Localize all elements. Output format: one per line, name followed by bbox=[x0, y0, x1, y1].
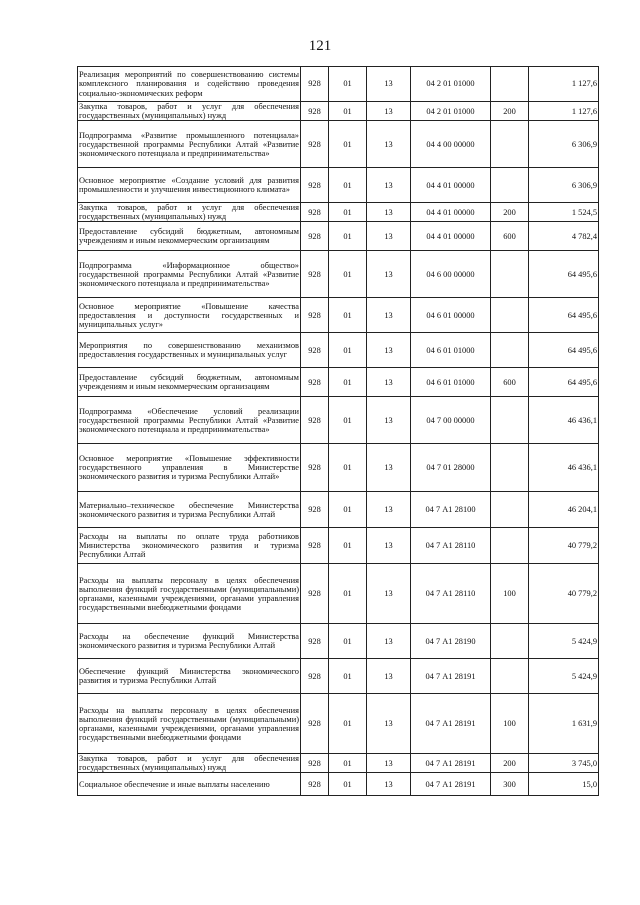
row-section: 01 bbox=[329, 121, 367, 168]
row-amount: 6 306,9 bbox=[529, 121, 599, 168]
row-code: 928 bbox=[301, 368, 329, 397]
row-csr: 04 7 А1 28110 bbox=[411, 564, 491, 624]
row-vr: 200 bbox=[491, 203, 529, 222]
row-name: Основное мероприятие «Повышение эффективности государственного управления в Министерстве экономического развития и туризма Республики Алтай» bbox=[78, 444, 301, 492]
row-name: Обеспечение функций Министерства экономического развития и туризма Республики Алтай bbox=[78, 659, 301, 694]
row-amount: 46 204,1 bbox=[529, 492, 599, 528]
row-subsection: 13 bbox=[367, 251, 411, 298]
page-number: 121 bbox=[308, 38, 332, 54]
table-row bbox=[78, 67, 599, 102]
row-code: 928 bbox=[301, 528, 329, 564]
row-section: 01 bbox=[329, 168, 367, 203]
row-subsection: 13 bbox=[367, 333, 411, 368]
row-vr: 300 bbox=[491, 773, 529, 796]
row-amount: 1 127,6 bbox=[529, 102, 599, 121]
row-subsection: 13 bbox=[367, 773, 411, 796]
row-vr bbox=[491, 333, 529, 368]
row-section: 01 bbox=[329, 624, 367, 659]
row-amount: 3 745,0 bbox=[529, 754, 599, 773]
row-code: 928 bbox=[301, 624, 329, 659]
row-subsection: 13 bbox=[367, 168, 411, 203]
row-csr: 04 6 00 00000 bbox=[411, 251, 491, 298]
row-csr: 04 7 А1 28190 bbox=[411, 624, 491, 659]
row-subsection: 13 bbox=[367, 659, 411, 694]
row-section: 01 bbox=[329, 564, 367, 624]
row-section: 01 bbox=[329, 773, 367, 796]
row-csr: 04 7 А1 28191 bbox=[411, 754, 491, 773]
row-vr: 200 bbox=[491, 102, 529, 121]
row-name: Подпрограмма «Информационное общество» государственной программы Республики Алтай «Развитие экономического потенциала и предпринимательства» bbox=[78, 251, 301, 298]
row-subsection: 13 bbox=[367, 298, 411, 333]
row-name: Материально–техническое обеспечение Министерства экономического развития и туризма Республики Алтай bbox=[78, 492, 301, 528]
row-code: 928 bbox=[301, 102, 329, 121]
row-section: 01 bbox=[329, 492, 367, 528]
row-name: Расходы на выплаты по оплате труда работников Министерства экономического развития и туризма Республики Алтай bbox=[78, 528, 301, 564]
row-csr: 04 7 А1 28191 bbox=[411, 659, 491, 694]
row-code: 928 bbox=[301, 397, 329, 444]
row-subsection: 13 bbox=[367, 203, 411, 222]
table-row bbox=[78, 444, 599, 492]
row-csr: 04 4 01 00000 bbox=[411, 222, 491, 251]
table-row bbox=[78, 222, 599, 251]
row-amount: 64 495,6 bbox=[529, 368, 599, 397]
row-name: Социальное обеспечение и иные выплаты населению bbox=[78, 773, 301, 796]
table-row bbox=[78, 203, 599, 222]
row-csr: 04 7 А1 28110 bbox=[411, 528, 491, 564]
row-csr: 04 7 01 28000 bbox=[411, 444, 491, 492]
row-vr bbox=[491, 492, 529, 528]
row-code: 928 bbox=[301, 694, 329, 754]
table-row bbox=[78, 102, 599, 121]
row-amount: 1 524,5 bbox=[529, 203, 599, 222]
row-vr: 600 bbox=[491, 368, 529, 397]
row-section: 01 bbox=[329, 694, 367, 754]
row-code: 928 bbox=[301, 203, 329, 222]
row-amount: 64 495,6 bbox=[529, 251, 599, 298]
row-section: 01 bbox=[329, 203, 367, 222]
row-vr bbox=[491, 624, 529, 659]
row-amount: 1 127,6 bbox=[529, 67, 599, 102]
row-csr: 04 7 А1 28191 bbox=[411, 773, 491, 796]
row-amount: 4 782,4 bbox=[529, 222, 599, 251]
row-vr bbox=[491, 67, 529, 102]
row-csr: 04 4 01 00000 bbox=[411, 203, 491, 222]
row-section: 01 bbox=[329, 528, 367, 564]
row-vr: 100 bbox=[491, 564, 529, 624]
row-vr bbox=[491, 397, 529, 444]
row-name: Предоставление субсидий бюджетным, автономным учреждениям и иным некоммерческим организациям bbox=[78, 222, 301, 251]
row-csr: 04 2 01 01000 bbox=[411, 102, 491, 121]
row-amount: 6 306,9 bbox=[529, 168, 599, 203]
table-row bbox=[78, 694, 599, 754]
row-amount: 64 495,6 bbox=[529, 298, 599, 333]
row-section: 01 bbox=[329, 298, 367, 333]
table-row bbox=[78, 528, 599, 564]
row-vr bbox=[491, 298, 529, 333]
row-name: Расходы на выплаты персоналу в целях обеспечения выполнения функций государственными (муниципальными) органами, казенными учреждениями, органами управления государственными внебюджетными фондами bbox=[78, 564, 301, 624]
row-code: 928 bbox=[301, 444, 329, 492]
row-section: 01 bbox=[329, 368, 367, 397]
row-csr: 04 7 А1 28191 bbox=[411, 694, 491, 754]
row-subsection: 13 bbox=[367, 624, 411, 659]
row-csr: 04 4 01 00000 bbox=[411, 168, 491, 203]
row-name: Закупка товаров, работ и услуг для обеспечения государственных (муниципальных) нужд bbox=[79, 754, 299, 773]
row-csr: 04 6 01 00000 bbox=[411, 298, 491, 333]
row-csr: 04 2 01 01000 bbox=[411, 67, 491, 102]
row-code: 928 bbox=[301, 67, 329, 102]
table-row bbox=[78, 368, 599, 397]
table-row bbox=[78, 754, 599, 773]
row-section: 01 bbox=[329, 222, 367, 251]
row-vr bbox=[491, 121, 529, 168]
row-vr bbox=[491, 168, 529, 203]
row-code: 928 bbox=[301, 168, 329, 203]
row-subsection: 13 bbox=[367, 102, 411, 121]
row-name: Подпрограмма «Обеспечение условий реализации государственной программы Республики Алтай «Развитие экономического потенциала и предпринимательства» bbox=[78, 397, 301, 444]
row-subsection: 13 bbox=[367, 694, 411, 754]
row-csr: 04 4 00 00000 bbox=[411, 121, 491, 168]
row-subsection: 13 bbox=[367, 444, 411, 492]
row-code: 928 bbox=[301, 298, 329, 333]
row-section: 01 bbox=[329, 397, 367, 444]
row-name: Закупка товаров, работ и услуг для обеспечения государственных (муниципальных) нужд bbox=[79, 102, 299, 121]
row-amount: 46 436,1 bbox=[529, 444, 599, 492]
row-name: Реализация мероприятий по совершенствованию системы комплексного планирования и содействию проведения социально-экономических реформ bbox=[78, 67, 301, 102]
row-subsection: 13 bbox=[367, 397, 411, 444]
row-amount: 15,0 bbox=[529, 773, 599, 796]
row-csr: 04 7 А1 28100 bbox=[411, 492, 491, 528]
table-row bbox=[78, 492, 599, 528]
row-code: 928 bbox=[301, 222, 329, 251]
row-section: 01 bbox=[329, 754, 367, 773]
row-amount: 40 779,2 bbox=[529, 528, 599, 564]
row-name: Предоставление субсидий бюджетным, автономным учреждениям и иным некоммерческим организациям bbox=[78, 368, 301, 397]
row-amount: 40 779,2 bbox=[529, 564, 599, 624]
row-code: 928 bbox=[301, 659, 329, 694]
table-row bbox=[78, 564, 599, 624]
row-code: 928 bbox=[301, 333, 329, 368]
table-row bbox=[78, 624, 599, 659]
row-name: Расходы на обеспечение функций Министерства экономического развития и туризма Республики Алтай bbox=[78, 624, 301, 659]
row-section: 01 bbox=[329, 444, 367, 492]
table-row bbox=[78, 659, 599, 694]
table-row bbox=[78, 298, 599, 333]
row-vr: 100 bbox=[491, 694, 529, 754]
row-code: 928 bbox=[301, 564, 329, 624]
row-csr: 04 7 00 00000 bbox=[411, 397, 491, 444]
row-section: 01 bbox=[329, 251, 367, 298]
table-row bbox=[78, 168, 599, 203]
row-subsection: 13 bbox=[367, 67, 411, 102]
table-row bbox=[78, 121, 599, 168]
row-code: 928 bbox=[301, 121, 329, 168]
row-vr: 200 bbox=[491, 754, 529, 773]
row-amount: 5 424,9 bbox=[529, 659, 599, 694]
row-code: 928 bbox=[301, 773, 329, 796]
row-name: Мероприятия по совершенствованию механизмов предоставления государственных и муниципальных услуг bbox=[78, 333, 301, 368]
row-subsection: 13 bbox=[367, 754, 411, 773]
row-section: 01 bbox=[329, 659, 367, 694]
row-section: 01 bbox=[329, 67, 367, 102]
row-vr bbox=[491, 528, 529, 564]
table-row bbox=[78, 333, 599, 368]
row-code: 928 bbox=[301, 251, 329, 298]
row-vr bbox=[491, 444, 529, 492]
table-body bbox=[78, 67, 599, 796]
row-vr bbox=[491, 251, 529, 298]
row-subsection: 13 bbox=[367, 564, 411, 624]
row-csr: 04 6 01 01000 bbox=[411, 333, 491, 368]
row-name: Основное мероприятие «Создание условий для развития промышленности и улучшения инвестиционного климата» bbox=[78, 168, 301, 203]
row-amount: 46 436,1 bbox=[529, 397, 599, 444]
row-section: 01 bbox=[329, 102, 367, 121]
row-subsection: 13 bbox=[367, 368, 411, 397]
row-name: Основное мероприятие «Повышение качества предоставления и доступности государственных и муниципальных услуг» bbox=[78, 298, 301, 333]
row-code: 928 bbox=[301, 754, 329, 773]
row-code: 928 bbox=[301, 492, 329, 528]
row-subsection: 13 bbox=[367, 121, 411, 168]
table-row bbox=[78, 251, 599, 298]
budget-table bbox=[77, 66, 599, 796]
row-vr: 600 bbox=[491, 222, 529, 251]
row-section: 01 bbox=[329, 333, 367, 368]
row-subsection: 13 bbox=[367, 222, 411, 251]
row-subsection: 13 bbox=[367, 492, 411, 528]
row-csr: 04 6 01 01000 bbox=[411, 368, 491, 397]
row-name: Закупка товаров, работ и услуг для обеспечения государственных (муниципальных) нужд bbox=[79, 203, 299, 222]
row-name: Расходы на выплаты персоналу в целях обеспечения выполнения функций государственными (муниципальными) органами, казенными учреждениями, органами управления государственными внебюджетными фондами bbox=[78, 694, 301, 754]
row-subsection: 13 bbox=[367, 528, 411, 564]
row-name: Подпрограмма «Развитие промышленного потенциала» государственной программы Республики Алтай «Развитие экономического потенциала и предпринимательства» bbox=[78, 121, 301, 168]
table-row bbox=[78, 397, 599, 444]
row-amount: 1 631,9 bbox=[529, 694, 599, 754]
row-vr bbox=[491, 659, 529, 694]
row-amount: 5 424,9 bbox=[529, 624, 599, 659]
table-row bbox=[78, 773, 599, 796]
row-amount: 64 495,6 bbox=[529, 333, 599, 368]
